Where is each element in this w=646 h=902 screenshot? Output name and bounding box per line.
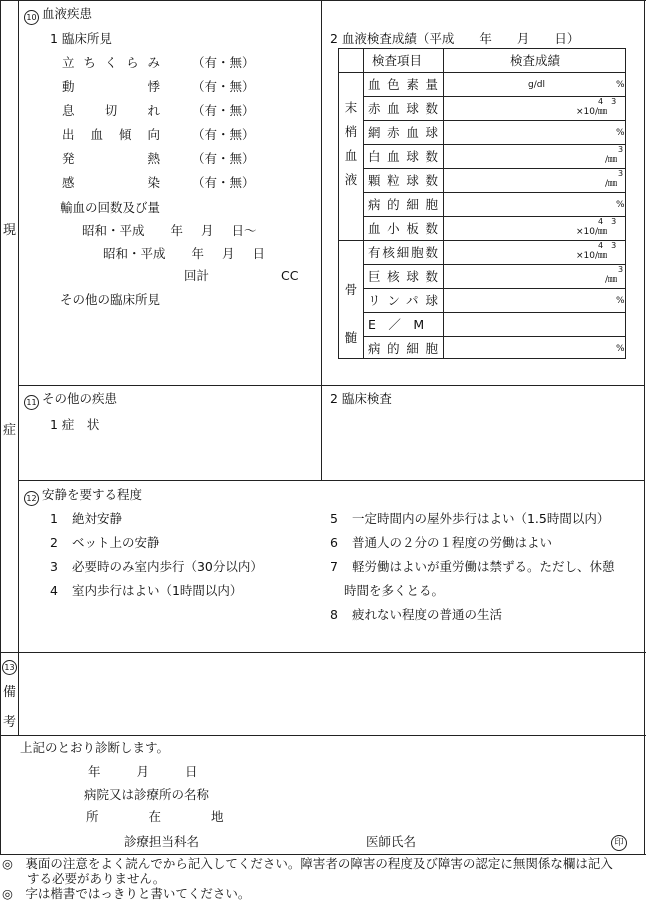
diagnosis-statement: 上記のとおり診断します。	[20, 740, 170, 755]
unit-cell: /㎜	[605, 275, 618, 285]
blood-table-bottom	[338, 358, 626, 359]
list-item: 8 疲れない程度の普通の生活	[330, 607, 502, 622]
symptom-item: 出血傾向 （有・無）	[62, 127, 255, 142]
table-row: E ／ M	[368, 317, 425, 332]
transfusion-period-from: 昭和・平成 年 月 日～	[82, 223, 257, 238]
frame-left	[0, 0, 1, 855]
row-line	[363, 288, 626, 289]
s10-heading: 10 血液疾患	[24, 8, 92, 25]
department-label: 診療担当科名	[124, 834, 200, 849]
s11-symptom: 1 症 状	[50, 417, 100, 432]
symptom-item: 立ちくらみ （有・無）	[62, 55, 255, 70]
list-item: 2 ベット上の安静	[50, 535, 160, 550]
col-header-result: 検査成績	[510, 53, 561, 68]
list-item: 時間を多くとる。	[344, 583, 445, 598]
unit-cell: ×10/㎜	[576, 251, 608, 261]
unit-cell: /㎜	[605, 155, 618, 165]
mid-divider-top	[321, 0, 322, 480]
unit-gdl: g/dl	[528, 80, 545, 90]
unit-exponent: 3	[618, 265, 624, 274]
blood-table-group-line	[338, 240, 626, 241]
row-line	[363, 96, 626, 97]
list-item: 7 軽労働はよいが重労働は禁ずる。ただし、休憩	[330, 559, 615, 574]
col-header-item: 検査項目	[372, 53, 423, 68]
row-line	[363, 336, 626, 337]
list-item: 3 必要時のみ室内歩行（30分以内）	[50, 559, 263, 574]
row-line	[363, 120, 626, 121]
list-item: 6 普通人の２分の１程度の労働はよい	[330, 535, 552, 550]
table-row: 赤血球数	[368, 101, 438, 116]
blood-table-top	[338, 48, 626, 49]
row-line	[363, 216, 626, 217]
unit-cell: %	[616, 296, 625, 306]
s12-heading: 12 安静を要する程度	[24, 489, 142, 506]
table-row: 病的細胞	[368, 197, 438, 212]
seal-mark: 印	[611, 835, 627, 851]
divider-1	[18, 385, 645, 386]
transfusion-title: 輸血の回数及び量	[60, 200, 161, 215]
side-label-ko: 考	[3, 715, 17, 730]
table-row: 病的細胞	[368, 341, 438, 356]
table-row: 網赤血球	[368, 125, 438, 140]
unit-cell: %	[616, 344, 625, 354]
group-marrow: 骨 髄	[344, 282, 358, 345]
table-row: 顆粒球数	[368, 173, 438, 188]
transfusion-cc: CC	[281, 268, 299, 283]
divider-5	[0, 854, 646, 855]
unit-cell: ×10/㎜	[576, 227, 608, 237]
blood-table-left	[338, 48, 339, 359]
unit-exponent: 3	[618, 145, 624, 154]
table-row: 巨核球数	[368, 269, 438, 284]
unit-exponent: 3	[618, 169, 624, 178]
side-label-sho: 症	[3, 423, 17, 438]
note-line: する必要がありません。	[2, 871, 166, 886]
list-item: 5 一定時間内の屋外歩行はよい（1.5時間以内）	[330, 511, 610, 526]
symptom-item: 感染 （有・無）	[62, 175, 255, 190]
unit-exponent: 4 3	[598, 97, 617, 106]
symptom-item: 発熱 （有・無）	[62, 151, 255, 166]
s11-lab: 2 臨床検査	[330, 391, 392, 406]
table-row: 血小板数	[368, 221, 438, 236]
unit-exponent: 4 3	[598, 217, 617, 226]
blood-table-header-line	[338, 72, 626, 73]
transfusion-period-to: 昭和・平成 年 月 日	[103, 246, 266, 261]
unit-cell: %	[616, 128, 625, 138]
list-item: 1 絶対安静	[50, 511, 122, 526]
side-column-divider	[18, 0, 19, 735]
table-row: リンパ球	[368, 293, 438, 308]
note-line: ◎ 裏面の注意をよく読んでから記入してください。障害者の障害の程度及び障害の認定に無関係な欄は記入	[2, 856, 613, 871]
table-row: 血色素量	[368, 77, 438, 92]
unit-cell: ×10/㎜	[576, 107, 608, 117]
symptom-item: 息切れ （有・無）	[62, 103, 255, 118]
s13-number: 13	[2, 658, 20, 675]
note-line: ◎ 字は楷書ではっきりと書いてください。	[2, 886, 251, 901]
unit-cell: %	[616, 80, 625, 90]
side-label-gen: 現	[3, 223, 17, 238]
group-peripheral: 末 梢 血 液	[344, 100, 358, 187]
row-line	[363, 264, 626, 265]
frame-top	[0, 0, 646, 1]
divider-3	[0, 652, 646, 653]
hospital-name-label: 病院又は診療所の名称	[84, 787, 210, 802]
unit-cell: %	[616, 200, 625, 210]
unit-exponent: 4 3	[598, 241, 617, 250]
s10-clinical-title: 1 臨床所見	[50, 31, 112, 46]
row-line	[363, 192, 626, 193]
table-row: 白血球数	[368, 149, 438, 164]
doctor-name-label: 医師氏名	[366, 834, 417, 849]
side-label-bi: 備	[3, 685, 17, 700]
list-item: 4 室内歩行はよい（1時間以内）	[50, 583, 243, 598]
blood-test-title: 2 血液検査成績（平成 年 月 日）	[330, 31, 580, 46]
row-line	[363, 168, 626, 169]
row-line	[363, 144, 626, 145]
transfusion-total: 回計	[184, 268, 210, 283]
row-line	[363, 312, 626, 313]
divider-4	[0, 735, 646, 736]
divider-2	[18, 480, 645, 481]
address-label: 所 在 地	[86, 809, 224, 824]
s11-heading: 11 その他の疾患	[24, 393, 117, 410]
other-findings-label: その他の臨床所見	[60, 292, 161, 307]
diagnosis-date: 年 月 日	[88, 764, 198, 779]
symptom-item: 動悸 （有・無）	[62, 79, 255, 94]
unit-cell: /㎜	[605, 179, 618, 189]
table-row: 有核細胞数	[368, 245, 438, 260]
frame-right	[644, 0, 645, 855]
